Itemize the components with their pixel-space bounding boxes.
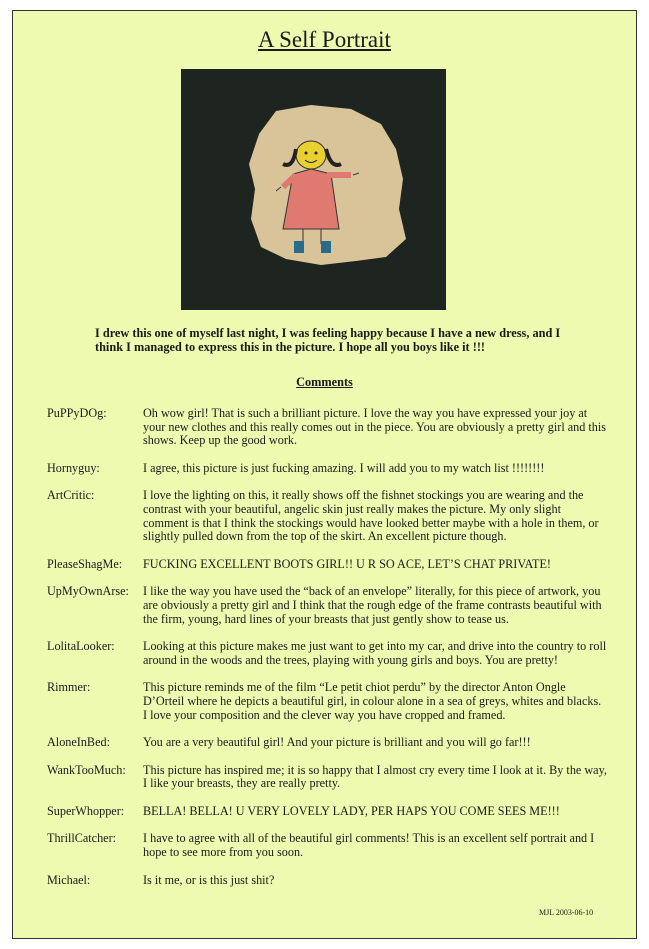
- comment-text: I like the way you have used the “back of an envelope” literally, for this piece of artwork, you are obviously a pretty girl and I think that the rough edge of the frame contrasts beautiful with the firm, young, hard lines of your breasts that just gently show to tease us.: [143, 584, 602, 626]
- comment-author: UpMyOwnArse:: [47, 584, 129, 599]
- comment-author: Rimmer:: [47, 680, 91, 695]
- comment-text: Looking at this picture makes me just want to get into my car, and drive into the country to roll around in the woods and the trees, playing with young girls and boys. You are pretty!: [143, 639, 607, 667]
- comment-text: I love the lighting on this, it really shows off the fishnet stockings you are wearing and the contrast with your beautiful, angelic skin just really makes the picture. My only slight comment is that I think the stockings would have looked better maybe with a hole in them, or slightly pulled down from the top of the skirt. An excellent picture though.: [143, 488, 599, 544]
- comment-author: ThrillCatcher:: [47, 831, 117, 846]
- comment: [47, 407, 607, 448]
- comment-text: This picture has inspired me; it is so happy that I almost cry every time I look at it. By the way, I like your breasts, they are really pretty.: [143, 762, 607, 791]
- comment-text: Is it me, or is this just shit?: [143, 872, 275, 887]
- comment-text: Oh wow girl! That is such a brilliant picture. I love the way you have expressed your joy at your new clothes and this really comes out in the piece. You are obviously a pretty girl and this shows. Keep up the good work.: [143, 406, 607, 448]
- comment-author: PleaseShagMe:: [47, 556, 123, 571]
- comment-author: Hornyguy:: [47, 460, 100, 475]
- comment-author: PuPPyDOg:: [47, 406, 107, 420]
- comment-text: I have to agree with all of the beautiful girl comments! This is an excellent self portrait and I hope to see more from you soon.: [143, 831, 595, 860]
- comment-author: LolitaLooker:: [47, 639, 115, 654]
- comment: [47, 489, 607, 543]
- comment: [47, 805, 607, 819]
- comment: [47, 462, 607, 476]
- comment: [47, 736, 607, 750]
- comment: [47, 585, 607, 626]
- document-page: [12, 10, 637, 939]
- comment: [47, 874, 607, 888]
- comments-heading: Comments: [296, 375, 353, 389]
- comment-text: This picture reminds me of the film “Le petit chiot perdu” by the director Anton Ongle D’Orteil where he depicts a beautiful girl, in colour alone in a sea of greys, whites and blacks. I love your composition and the clever way you have cropped and framed.: [143, 680, 602, 722]
- comment: [47, 681, 607, 722]
- comment-author: SuperWhopper:: [47, 803, 125, 818]
- comment-author: ArtCritic:: [47, 488, 95, 503]
- page-title: A Self Portrait: [258, 27, 391, 52]
- comment-text: BELLA! BELLA! U VERY LOVELY LADY, PER HAPS YOU COME SEES ME!!!: [143, 803, 560, 818]
- comment: [47, 558, 607, 572]
- picture-caption: I drew this one of myself last night, I was feeling happy because I have a new dress, and I think I managed to express this in the picture. I hope all you boys like it !!!: [95, 326, 561, 354]
- self-portrait-image: [181, 69, 446, 310]
- comment-text: I agree, this picture is just fucking amazing. I will add you to my watch list !!!!!!!!: [143, 460, 545, 475]
- footer-signature: MJL 2003-06-10: [539, 908, 594, 917]
- comment-author: AloneInBed:: [47, 735, 110, 750]
- comment-author: WankTooMuch:: [47, 762, 126, 777]
- comment-author: Michael:: [47, 872, 91, 887]
- comment: [47, 764, 607, 791]
- comment: [47, 640, 607, 667]
- comment-text: You are a very beautiful girl! And your picture is brilliant and you will go far!!!: [143, 735, 531, 750]
- comments-list: [47, 407, 607, 901]
- comment: [47, 832, 607, 859]
- comment-text: FUCKING EXCELLENT BOOTS GIRL!! U R SO ACE, LET’S CHAT PRIVATE!: [143, 556, 551, 571]
